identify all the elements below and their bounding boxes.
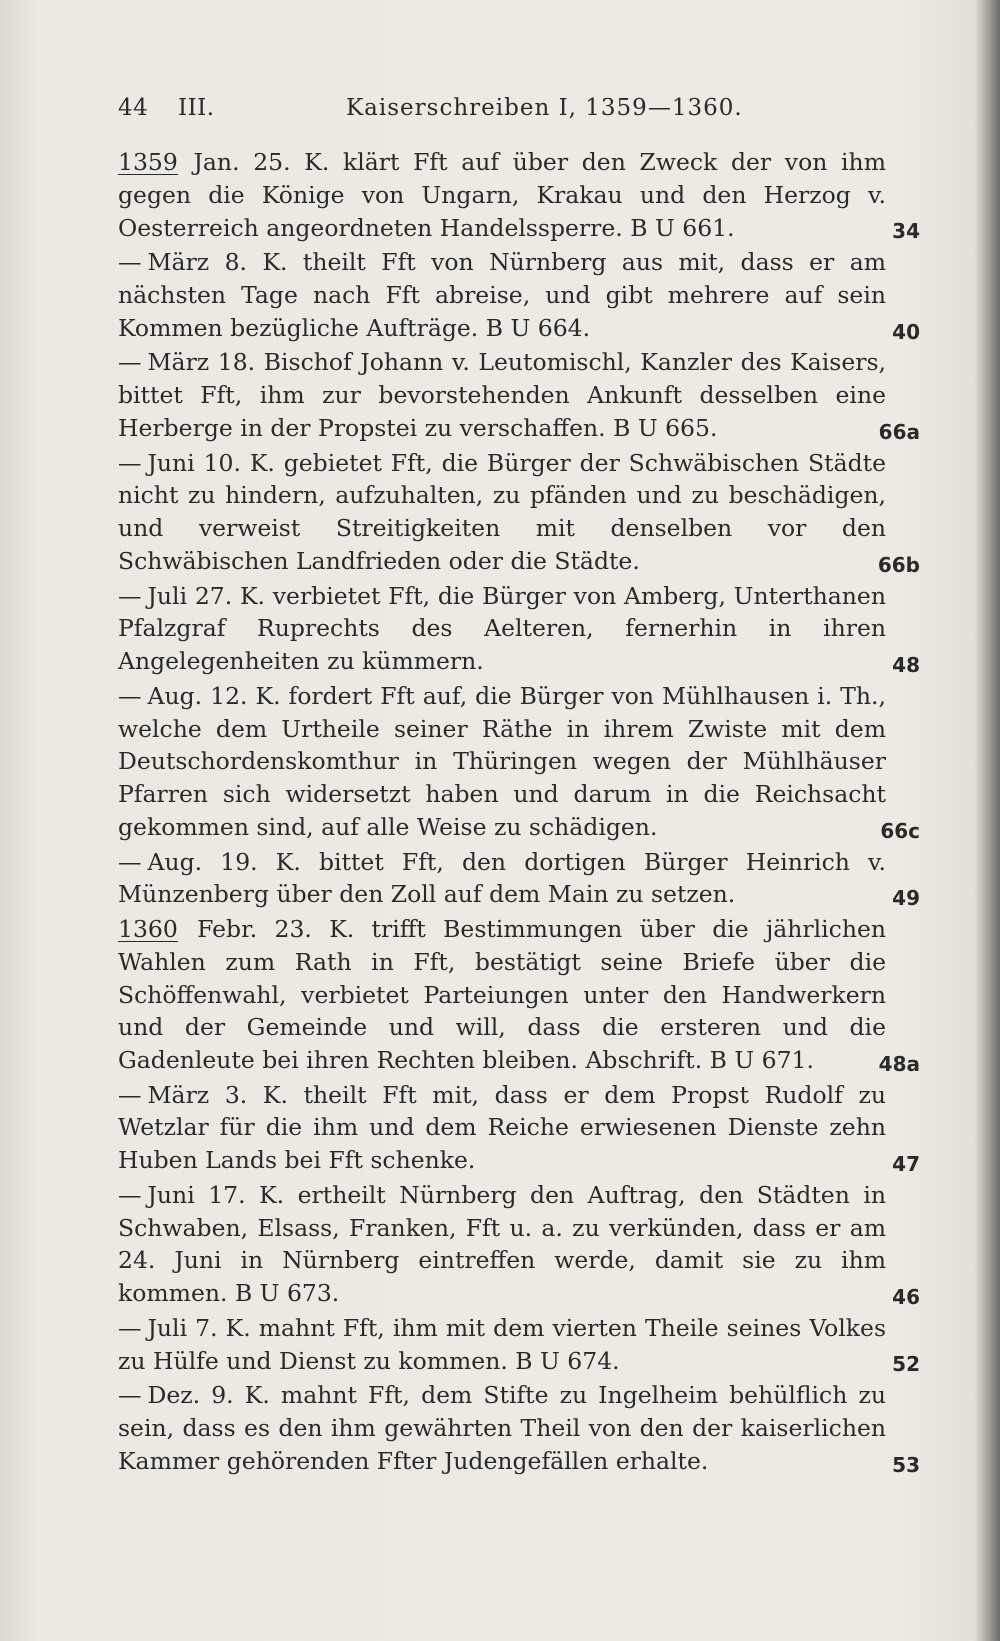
- regest-entry: [118, 580, 918, 678]
- entry-text: K. verbietet Fft, die Bürger von Amberg, Unterthanen Pfalzgraf Ruprechts des Aelteren, fernerhin in ihren Angelegenheiten zu kümmern.: [118, 581, 886, 676]
- entry-date: [118, 682, 248, 710]
- regest-entry: [118, 1312, 918, 1378]
- entry-number: 66b: [877, 552, 920, 577]
- ditto-dash: —: [118, 1180, 142, 1209]
- regest-entry: [118, 346, 918, 444]
- entry-number: 48a: [878, 1051, 920, 1076]
- entry-text: K. klärt Fft auf über den Zweck der von ihm gegen die Könige von Ungarn, Krakau und den Herzog v. Oesterreich angeordneten Handelssperre. B U 661.: [118, 148, 886, 242]
- running-title: Kaiserschreiben I, 1359—1360.: [346, 95, 743, 121]
- entry-day: Juni 10.: [147, 448, 241, 477]
- regesten-list: [118, 146, 918, 1479]
- entry-date: [118, 582, 232, 610]
- regest-entry: [118, 680, 918, 844]
- entry-number: 34: [892, 219, 920, 244]
- regest-entry: [118, 1379, 918, 1477]
- entry-text: K. mahnt Fft, ihm mit dem vierten Theile seines Volkes zu Hülfe und Dienst zu kommen. B U 674.: [118, 1313, 887, 1375]
- regest-entry: [118, 1179, 918, 1310]
- entry-text: Bischof Johann v. Leutomischl, Kanzler des Kaisers, bittet Fft, ihm zur bevorstehenden Ankunft desselben eine Herberge in der Propstei zu verschaffen. B U 665.: [118, 348, 886, 442]
- entry-day: Juli 27.: [147, 581, 233, 610]
- ditto-dash: —: [118, 1381, 142, 1410]
- ditto-dash: —: [118, 681, 142, 710]
- entry-number: 66c: [880, 818, 920, 843]
- entry-text: K. mahnt Fft, dem Stifte zu Ingelheim behülflich zu sein, dass es den ihm gewährten Theil von den der kaiserlichen Kammer gehörenden Ffter Judengefällen erhalte.: [118, 1381, 886, 1475]
- entry-day: Jan. 25.: [193, 148, 291, 176]
- entry-day: Aug. 19.: [147, 847, 258, 876]
- section-number: III.: [178, 95, 215, 121]
- entry-day: Febr. 23.: [197, 914, 312, 943]
- ditto-dash: —: [118, 348, 142, 377]
- entry-day: März 18.: [147, 348, 256, 377]
- ditto-dash: —: [118, 248, 142, 277]
- entry-date: [118, 148, 291, 176]
- entry-date: [118, 348, 255, 376]
- entry-text: K. bittet Fft, den dortigen Bürger Heinrich v. Münzenberg über den Zoll auf dem Main zu setzen.: [118, 847, 886, 909]
- entry-date: [118, 449, 241, 477]
- entry-number: 40: [892, 319, 920, 344]
- entry-text: K. theilt Fft mit, dass er dem Propst Rudolf zu Wetzlar für die ihm und dem Reiche erwiesenen Dienste zehn Huben Lands bei Fft schenke.: [118, 1080, 886, 1175]
- regest-entry: [118, 246, 918, 344]
- entry-day: Juni 17.: [147, 1180, 246, 1209]
- entry-number: 46: [892, 1285, 920, 1310]
- entry-number: 49: [892, 886, 920, 911]
- entry-date: [118, 1181, 246, 1209]
- entry-year: 1359: [118, 148, 178, 176]
- entry-number: 66a: [878, 419, 920, 444]
- entry-number: 48: [892, 652, 920, 677]
- entry-text: K. gebietet Fft, die Bürger der Schwäbischen Städte nicht zu hindern, aufzuhalten, zu pfänden und zu beschädigen, und verweist Streitigkeiten mit denselben vor den Schwäbischen Landfrieden oder die Städte.: [118, 448, 886, 575]
- entry-date: [118, 1381, 234, 1409]
- entry-text: K. theilt Fft von Nürnberg aus mit, dass er am nächsten Tage nach Fft abreise, und gibt mehrere auf sein Kommen bezügliche Aufträge. B U 664.: [118, 248, 886, 342]
- entry-day: Aug. 12.: [147, 681, 248, 710]
- entry-year: 1360: [118, 914, 178, 943]
- ditto-dash: —: [118, 1080, 142, 1109]
- entry-day: März 3.: [147, 1080, 248, 1109]
- entry-day: Dez. 9.: [147, 1381, 234, 1410]
- regest-entry: [118, 1079, 918, 1177]
- ditto-dash: —: [118, 581, 142, 610]
- entry-number: 47: [892, 1152, 920, 1177]
- entry-number: 53: [892, 1452, 920, 1477]
- entry-date: [118, 848, 258, 876]
- entry-day: März 8.: [147, 248, 248, 277]
- entry-number: 52: [892, 1352, 920, 1377]
- regest-entry: [118, 146, 918, 244]
- entry-date: [118, 1081, 247, 1109]
- entry-date: [118, 915, 312, 943]
- entry-text: K. ertheilt Nürnberg den Auftrag, den Städten in Schwaben, Elsass, Franken, Fft u. a. zu verkünden, dass er am 24. Juni in Nürnberg eintreffen werde, damit sie zu ihm kommen. B U 673.: [118, 1180, 886, 1308]
- entry-date: [118, 248, 247, 276]
- entry-text: K. trifft Bestimmungen über die jährlichen Wahlen zum Rath in Fft, bestätigt seine Briefe über die Schöffenwahl, verbietet Parteiungen unter den Handwerkern und der Gemeinde und will, dass die ersteren und die Gadenleute bei ihren Rechten bleiben. Abschrift. B U 671.: [118, 914, 886, 1075]
- entry-text: K. fordert Fft auf, die Bürger von Mühlhausen i. Th., welche dem Urtheile seiner Räthe in ihrem Zwiste mit dem Deutschordenskomthur in Thüringen wegen der Mühlhäuser Pfarren sich widersetzt haben und darum in die Reichsacht gekommen sind, auf alle Weise zu schädigen.: [118, 681, 886, 841]
- page-number: 44: [118, 95, 149, 121]
- entry-date: [118, 1314, 218, 1342]
- regest-entry: [118, 447, 918, 578]
- ditto-dash: —: [118, 1313, 142, 1342]
- entry-day: Juli 7.: [147, 1313, 218, 1342]
- regest-entry: [118, 846, 918, 912]
- regest-entry: [118, 913, 918, 1077]
- ditto-dash: —: [118, 847, 142, 876]
- ditto-dash: —: [118, 448, 142, 477]
- page-header: [118, 95, 918, 135]
